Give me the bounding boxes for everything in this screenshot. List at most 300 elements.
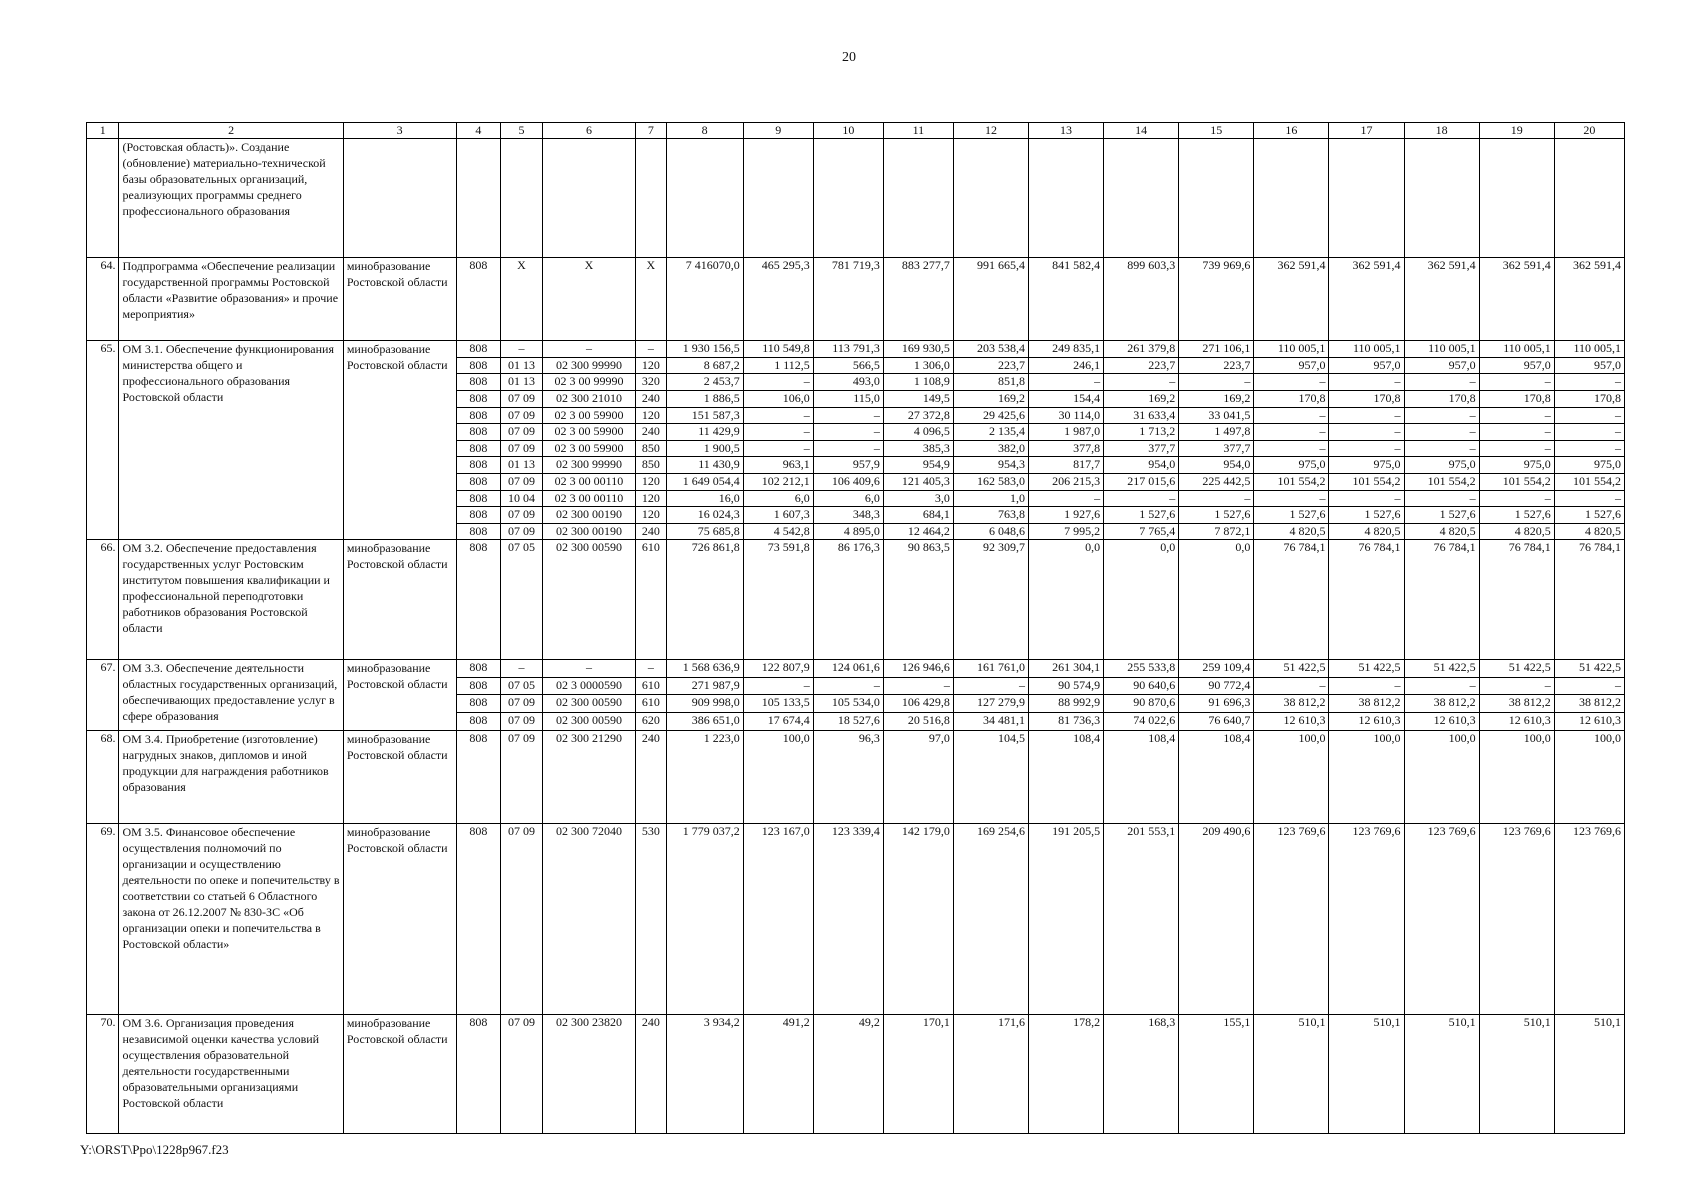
amount-cell: 123 339,4 xyxy=(813,824,883,1015)
amount-cell: 168,3 xyxy=(1104,1015,1179,1134)
code-cell: 02 3 00 00110 xyxy=(542,474,635,491)
amount-cell: 102 212,1 xyxy=(743,474,813,491)
amount-cell: 510,1 xyxy=(1404,1015,1479,1134)
header-cell: 17 xyxy=(1329,123,1404,139)
amount-cell: 90 870,6 xyxy=(1104,695,1179,713)
amount-cell: 4 542,8 xyxy=(743,523,813,540)
amount-cell: 51 422,5 xyxy=(1329,659,1404,677)
amount-cell: 1 527,6 xyxy=(1254,507,1329,524)
amount-cell: 362 591,4 xyxy=(1329,258,1404,341)
code-cell: 808 xyxy=(456,677,501,695)
header-cell: 18 xyxy=(1404,123,1479,139)
code-cell: 530 xyxy=(636,824,666,1015)
amount-cell: 223,7 xyxy=(1179,357,1254,374)
code-cell: 240 xyxy=(636,523,666,540)
code-cell: 02 300 21290 xyxy=(542,730,635,824)
amount-cell: – xyxy=(1329,677,1404,695)
executor: минобразование Ростовской области xyxy=(343,824,456,1015)
code-cell: 02 300 99990 xyxy=(542,457,635,474)
amount-cell: 11 429,9 xyxy=(666,424,743,441)
header-cell: 7 xyxy=(636,123,666,139)
amount-cell: 963,1 xyxy=(743,457,813,474)
amount-cell: – xyxy=(1329,440,1404,457)
amount-cell: – xyxy=(1554,677,1624,695)
amount-cell: 957,0 xyxy=(1479,357,1554,374)
amount-cell: 101 554,2 xyxy=(1479,474,1554,491)
measure-name: ОМ 3.5. Финансовое обеспечение осуществления полномочий по организации и осуществлению деятельности по опеке и попечительству в соответствии со статьей 6 Областного закона от 26.12.2007 № 830-ЗС «Об организации опеки и попечительства в Ростовской области» xyxy=(119,824,343,1015)
amount-cell: 171,6 xyxy=(953,1015,1028,1134)
amount-cell: – xyxy=(1104,490,1179,507)
amount-cell: 126 946,6 xyxy=(883,659,953,677)
amount-cell: 362 591,4 xyxy=(1254,258,1329,341)
code-cell: 07 09 xyxy=(501,424,543,441)
code-cell: 610 xyxy=(636,540,666,659)
code-cell: 120 xyxy=(636,407,666,424)
amount-cell: 169,2 xyxy=(1104,391,1179,408)
amount-cell: – xyxy=(743,424,813,441)
amount-cell: 841 582,4 xyxy=(1029,258,1104,341)
amount-cell: 123 769,6 xyxy=(1254,824,1329,1015)
amount-cell: 7 872,1 xyxy=(1179,523,1254,540)
amount-cell: – xyxy=(1479,424,1554,441)
code-cell: 02 300 00190 xyxy=(542,507,635,524)
code-cell: 07 09 xyxy=(501,407,543,424)
amount-cell: 781 719,3 xyxy=(813,258,883,341)
code-cell: 808 xyxy=(456,407,501,424)
amount-cell: 90 574,9 xyxy=(1029,677,1104,695)
amount-cell: 566,5 xyxy=(813,357,883,374)
amount-cell: 12 610,3 xyxy=(1254,712,1329,730)
measure-name: ОМ 3.4. Приобретение (изготовление) нагрудных знаков, дипломов и иной продукции для награждения работников образования xyxy=(119,730,343,824)
code-cell: 07 09 xyxy=(501,1015,543,1134)
amount-cell xyxy=(666,138,743,257)
amount-cell: 86 176,3 xyxy=(813,540,883,659)
code-cell: 808 xyxy=(456,1015,501,1134)
amount-cell: 110 005,1 xyxy=(1479,341,1554,358)
executor: минобразование Ростовской области xyxy=(343,540,456,659)
amount-cell: 385,3 xyxy=(883,440,953,457)
table-row xyxy=(87,540,1625,659)
amount-cell: 170,8 xyxy=(1404,391,1479,408)
amount-cell: 101 554,2 xyxy=(1254,474,1329,491)
amount-cell: 223,7 xyxy=(1104,357,1179,374)
code-cell: 02 300 00590 xyxy=(542,540,635,659)
amount-cell: 1 527,6 xyxy=(1404,507,1479,524)
row-number: 66. xyxy=(87,540,119,659)
amount-cell xyxy=(1554,138,1624,257)
amount-cell: 142 179,0 xyxy=(883,824,953,1015)
amount-cell: 16,0 xyxy=(666,490,743,507)
amount-cell: 170,8 xyxy=(1554,391,1624,408)
table-row xyxy=(87,138,1625,257)
amount-cell: 465 295,3 xyxy=(743,258,813,341)
header-cell: 15 xyxy=(1179,123,1254,139)
amount-cell: – xyxy=(1254,490,1329,507)
amount-cell: 170,8 xyxy=(1254,391,1329,408)
amount-cell: 51 422,5 xyxy=(1404,659,1479,677)
amount-cell: 1 497,8 xyxy=(1179,424,1254,441)
amount-cell: 154,4 xyxy=(1029,391,1104,408)
amount-cell: 4 096,5 xyxy=(883,424,953,441)
code-cell: 07 09 xyxy=(501,523,543,540)
amount-cell: 362 591,4 xyxy=(1404,258,1479,341)
amount-cell: 1,0 xyxy=(953,490,1028,507)
amount-cell: 255 533,8 xyxy=(1104,659,1179,677)
code-cell: 320 xyxy=(636,374,666,391)
amount-cell: 362 591,4 xyxy=(1479,258,1554,341)
amount-cell: 12 610,3 xyxy=(1404,712,1479,730)
amount-cell: 7 765,4 xyxy=(1104,523,1179,540)
amount-cell: – xyxy=(1329,424,1404,441)
amount-cell: 386 651,0 xyxy=(666,712,743,730)
amount-cell: 92 309,7 xyxy=(953,540,1028,659)
table-row xyxy=(87,258,1625,341)
code-cell: 850 xyxy=(636,457,666,474)
header-cell: 5 xyxy=(501,123,543,139)
amount-cell: 76 784,1 xyxy=(1404,540,1479,659)
amount-cell: 261 304,1 xyxy=(1029,659,1104,677)
amount-cell: – xyxy=(1254,677,1329,695)
amount-cell: 38 812,2 xyxy=(1479,695,1554,713)
code-cell: 07 09 xyxy=(501,730,543,824)
code-cell: 120 xyxy=(636,357,666,374)
amount-cell: 382,0 xyxy=(953,440,1028,457)
amount-cell: 217 015,6 xyxy=(1104,474,1179,491)
amount-cell: 954,3 xyxy=(953,457,1028,474)
amount-cell: 1 900,5 xyxy=(666,440,743,457)
code-cell: 610 xyxy=(636,677,666,695)
row-number: 67. xyxy=(87,659,119,730)
code-cell: 808 xyxy=(456,357,501,374)
amount-cell: – xyxy=(1404,490,1479,507)
amount-cell: 155,1 xyxy=(1179,1015,1254,1134)
code-cell: 808 xyxy=(456,523,501,540)
code-cell: 808 xyxy=(456,258,501,341)
code-cell: 808 xyxy=(456,659,501,677)
code-cell: 240 xyxy=(636,1015,666,1134)
amount-cell: 91 696,3 xyxy=(1179,695,1254,713)
amount-cell: 223,7 xyxy=(953,357,1028,374)
amount-cell: 1 527,6 xyxy=(1179,507,1254,524)
amount-cell: 38 812,2 xyxy=(1554,695,1624,713)
amount-cell: – xyxy=(1179,374,1254,391)
table-row xyxy=(87,341,1625,358)
amount-cell: 101 554,2 xyxy=(1329,474,1404,491)
amount-cell: 108,4 xyxy=(1179,730,1254,824)
amount-cell: 51 422,5 xyxy=(1254,659,1329,677)
amount-cell: – xyxy=(743,677,813,695)
executor: минобразование Ростовской области xyxy=(343,659,456,730)
amount-cell: 100,0 xyxy=(1254,730,1329,824)
amount-cell: 76 784,1 xyxy=(1479,540,1554,659)
header-cell: 13 xyxy=(1029,123,1104,139)
header-cell: 8 xyxy=(666,123,743,139)
page-number: 20 xyxy=(842,50,856,65)
header-cell: 16 xyxy=(1254,123,1329,139)
code-cell: 02 300 21010 xyxy=(542,391,635,408)
amount-cell: 74 022,6 xyxy=(1104,712,1179,730)
amount-cell: 3 934,2 xyxy=(666,1015,743,1134)
amount-cell: 76 784,1 xyxy=(1254,540,1329,659)
amount-cell: 110 005,1 xyxy=(1329,341,1404,358)
code-cell: – xyxy=(636,341,666,358)
executor: минобразование Ростовской области xyxy=(343,341,456,540)
amount-cell: 957,0 xyxy=(1554,357,1624,374)
amount-cell: – xyxy=(1479,440,1554,457)
code-cell: 808 xyxy=(456,712,501,730)
amount-cell: 18 527,6 xyxy=(813,712,883,730)
amount-cell: 8 687,2 xyxy=(666,357,743,374)
amount-cell: – xyxy=(743,374,813,391)
amount-cell: 271 987,9 xyxy=(666,677,743,695)
amount-cell: 81 736,3 xyxy=(1029,712,1104,730)
amount-cell: 178,2 xyxy=(1029,1015,1104,1134)
amount-cell: 51 422,5 xyxy=(1479,659,1554,677)
amount-cell: – xyxy=(1404,440,1479,457)
amount-cell: 377,7 xyxy=(1104,440,1179,457)
amount-cell: – xyxy=(1029,490,1104,507)
amount-cell: 20 516,8 xyxy=(883,712,953,730)
amount-cell: 362 591,4 xyxy=(1554,258,1624,341)
amount-cell: 123 769,6 xyxy=(1329,824,1404,1015)
amount-cell: 75 685,8 xyxy=(666,523,743,540)
amount-cell: 991 665,4 xyxy=(953,258,1028,341)
amount-cell: 105 534,0 xyxy=(813,695,883,713)
amount-cell: – xyxy=(1254,374,1329,391)
amount-cell: – xyxy=(1479,490,1554,507)
amount-cell: 100,0 xyxy=(1329,730,1404,824)
table-row xyxy=(87,1015,1625,1134)
code-cell: 120 xyxy=(636,507,666,524)
amount-cell: – xyxy=(1554,407,1624,424)
row-number: 68. xyxy=(87,730,119,824)
code-cell: 850 xyxy=(636,440,666,457)
amount-cell: 975,0 xyxy=(1329,457,1404,474)
code-cell: 808 xyxy=(456,540,501,659)
amount-cell: 817,7 xyxy=(1029,457,1104,474)
amount-cell: 38 812,2 xyxy=(1329,695,1404,713)
budget-table xyxy=(86,122,1625,1134)
code-cell xyxy=(542,138,635,257)
amount-cell: 170,8 xyxy=(1329,391,1404,408)
executor xyxy=(343,138,456,257)
header-cell: 14 xyxy=(1104,123,1179,139)
code-cell: 808 xyxy=(456,440,501,457)
amount-cell: – xyxy=(813,677,883,695)
table-row xyxy=(87,730,1625,824)
amount-cell: 96,3 xyxy=(813,730,883,824)
amount-cell: 2 135,4 xyxy=(953,424,1028,441)
amount-cell: 4 820,5 xyxy=(1254,523,1329,540)
amount-cell: 510,1 xyxy=(1554,1015,1624,1134)
amount-cell xyxy=(1104,138,1179,257)
amount-cell: 909 998,0 xyxy=(666,695,743,713)
amount-cell: 162 583,0 xyxy=(953,474,1028,491)
amount-cell: 1 527,6 xyxy=(1104,507,1179,524)
amount-cell: 108,4 xyxy=(1029,730,1104,824)
amount-cell: 169,2 xyxy=(1179,391,1254,408)
amount-cell: 110 005,1 xyxy=(1554,341,1624,358)
header-cell: 4 xyxy=(456,123,501,139)
amount-cell: 249 835,1 xyxy=(1029,341,1104,358)
amount-cell: 113 791,3 xyxy=(813,341,883,358)
code-cell: 610 xyxy=(636,695,666,713)
amount-cell: 1 607,3 xyxy=(743,507,813,524)
amount-cell: 1 886,5 xyxy=(666,391,743,408)
amount-cell: – xyxy=(1554,490,1624,507)
amount-cell xyxy=(1029,138,1104,257)
amount-cell: 97,0 xyxy=(883,730,953,824)
amount-cell: 1 713,2 xyxy=(1104,424,1179,441)
amount-cell: – xyxy=(1404,407,1479,424)
amount-cell: 123 769,6 xyxy=(1554,824,1624,1015)
file-path: Y:\ORST\Ppo\1228p967.f23 xyxy=(80,1142,229,1157)
amount-cell: 110 005,1 xyxy=(1254,341,1329,358)
code-cell: – xyxy=(636,659,666,677)
amount-cell: 27 372,8 xyxy=(883,407,953,424)
amount-cell: 151 587,3 xyxy=(666,407,743,424)
amount-cell: 17 674,4 xyxy=(743,712,813,730)
amount-cell: – xyxy=(1479,677,1554,695)
code-cell: 07 09 xyxy=(501,507,543,524)
amount-cell: 1 527,6 xyxy=(1329,507,1404,524)
amount-cell: 203 538,4 xyxy=(953,341,1028,358)
header-cell: 3 xyxy=(343,123,456,139)
executor: минобразование Ростовской области xyxy=(343,730,456,824)
amount-cell: 491,2 xyxy=(743,1015,813,1134)
code-cell: 02 300 99990 xyxy=(542,357,635,374)
code-cell: 01 13 xyxy=(501,357,543,374)
amount-cell: 0,0 xyxy=(1179,540,1254,659)
code-cell: – xyxy=(501,341,543,358)
amount-cell: 739 969,6 xyxy=(1179,258,1254,341)
amount-cell: 975,0 xyxy=(1404,457,1479,474)
code-cell: 07 09 xyxy=(501,712,543,730)
amount-cell: 510,1 xyxy=(1479,1015,1554,1134)
amount-cell: 108,4 xyxy=(1104,730,1179,824)
code-cell: 07 09 xyxy=(501,695,543,713)
code-cell: X xyxy=(542,258,635,341)
amount-cell: 1 527,6 xyxy=(1479,507,1554,524)
header-cell: 1 xyxy=(87,123,119,139)
amount-cell: 33 041,5 xyxy=(1179,407,1254,424)
amount-cell xyxy=(1329,138,1404,257)
amount-cell: 954,0 xyxy=(1179,457,1254,474)
amount-cell: 127 279,9 xyxy=(953,695,1028,713)
amount-cell: 123 769,6 xyxy=(1404,824,1479,1015)
amount-cell: 271 106,1 xyxy=(1179,341,1254,358)
code-cell: 808 xyxy=(456,374,501,391)
code-cell: X xyxy=(501,258,543,341)
amount-cell: 957,9 xyxy=(813,457,883,474)
amount-cell: 12 610,3 xyxy=(1479,712,1554,730)
amount-cell: 899 603,3 xyxy=(1104,258,1179,341)
amount-cell: 100,0 xyxy=(743,730,813,824)
code-cell: 808 xyxy=(456,424,501,441)
code-cell: 07 05 xyxy=(501,540,543,659)
amount-cell: – xyxy=(1404,374,1479,391)
amount-cell: 1 223,0 xyxy=(666,730,743,824)
amount-cell xyxy=(1179,138,1254,257)
amount-cell: 225 442,5 xyxy=(1179,474,1254,491)
code-cell: 02 300 00590 xyxy=(542,695,635,713)
amount-cell: 11 430,9 xyxy=(666,457,743,474)
amount-cell: 149,5 xyxy=(883,391,953,408)
amount-cell: 38 812,2 xyxy=(1404,695,1479,713)
code-cell: 02 300 00190 xyxy=(542,523,635,540)
code-cell: 240 xyxy=(636,730,666,824)
code-cell: 808 xyxy=(456,457,501,474)
amount-cell: 201 553,1 xyxy=(1104,824,1179,1015)
code-cell: 808 xyxy=(456,341,501,358)
measure-name: ОМ 3.3. Обеспечение деятельности областных государственных организаций, обеспечивающих предоставление услуг в сфере образования xyxy=(119,659,343,730)
amount-cell: 6,0 xyxy=(813,490,883,507)
executor: минобразование Ростовской области xyxy=(343,1015,456,1134)
measure-name: (Ростовская область)». Создание (обновление) материально-технической базы образовательных организаций, реализующих программы среднего профессионального образования xyxy=(119,138,343,257)
amount-cell: 110 005,1 xyxy=(1404,341,1479,358)
amount-cell: 261 379,8 xyxy=(1104,341,1179,358)
amount-cell: – xyxy=(1329,490,1404,507)
code-cell: X xyxy=(636,258,666,341)
amount-cell: 106 429,8 xyxy=(883,695,953,713)
amount-cell: 259 109,4 xyxy=(1179,659,1254,677)
amount-cell: 883 277,7 xyxy=(883,258,953,341)
amount-cell: 1 108,9 xyxy=(883,374,953,391)
header-cell: 10 xyxy=(813,123,883,139)
code-cell: 240 xyxy=(636,391,666,408)
code-cell: 01 13 xyxy=(501,374,543,391)
code-cell: 07 05 xyxy=(501,677,543,695)
amount-cell: 100,0 xyxy=(1479,730,1554,824)
amount-cell: – xyxy=(1254,424,1329,441)
code-cell xyxy=(636,138,666,257)
row-number: 69. xyxy=(87,824,119,1015)
amount-cell: – xyxy=(1254,440,1329,457)
amount-cell: – xyxy=(1029,374,1104,391)
amount-cell: 851,8 xyxy=(953,374,1028,391)
code-cell xyxy=(456,138,501,257)
amount-cell: 1 112,5 xyxy=(743,357,813,374)
table-row xyxy=(87,659,1625,677)
amount-cell: 510,1 xyxy=(1329,1015,1404,1134)
amount-cell: – xyxy=(1404,424,1479,441)
row-number xyxy=(87,138,119,257)
row-number: 70. xyxy=(87,1015,119,1134)
amount-cell: 12 464,2 xyxy=(883,523,953,540)
amount-cell: – xyxy=(1329,374,1404,391)
amount-cell: 110 549,8 xyxy=(743,341,813,358)
amount-cell: 975,0 xyxy=(1479,457,1554,474)
code-cell: 808 xyxy=(456,391,501,408)
amount-cell: 34 481,1 xyxy=(953,712,1028,730)
amount-cell: – xyxy=(1104,374,1179,391)
amount-cell: 16 024,3 xyxy=(666,507,743,524)
amount-cell: – xyxy=(813,440,883,457)
amount-cell: 975,0 xyxy=(1254,457,1329,474)
code-cell: 07 09 xyxy=(501,824,543,1015)
amount-cell: 161 761,0 xyxy=(953,659,1028,677)
amount-cell xyxy=(883,138,953,257)
amount-cell xyxy=(1254,138,1329,257)
amount-cell: 957,0 xyxy=(1404,357,1479,374)
header-cell: 2 xyxy=(119,123,343,139)
amount-cell: 115,0 xyxy=(813,391,883,408)
amount-cell: 0,0 xyxy=(1104,540,1179,659)
amount-cell xyxy=(1404,138,1479,257)
amount-cell: 209 490,6 xyxy=(1179,824,1254,1015)
code-cell: 07 09 xyxy=(501,440,543,457)
amount-cell: 76 784,1 xyxy=(1329,540,1404,659)
